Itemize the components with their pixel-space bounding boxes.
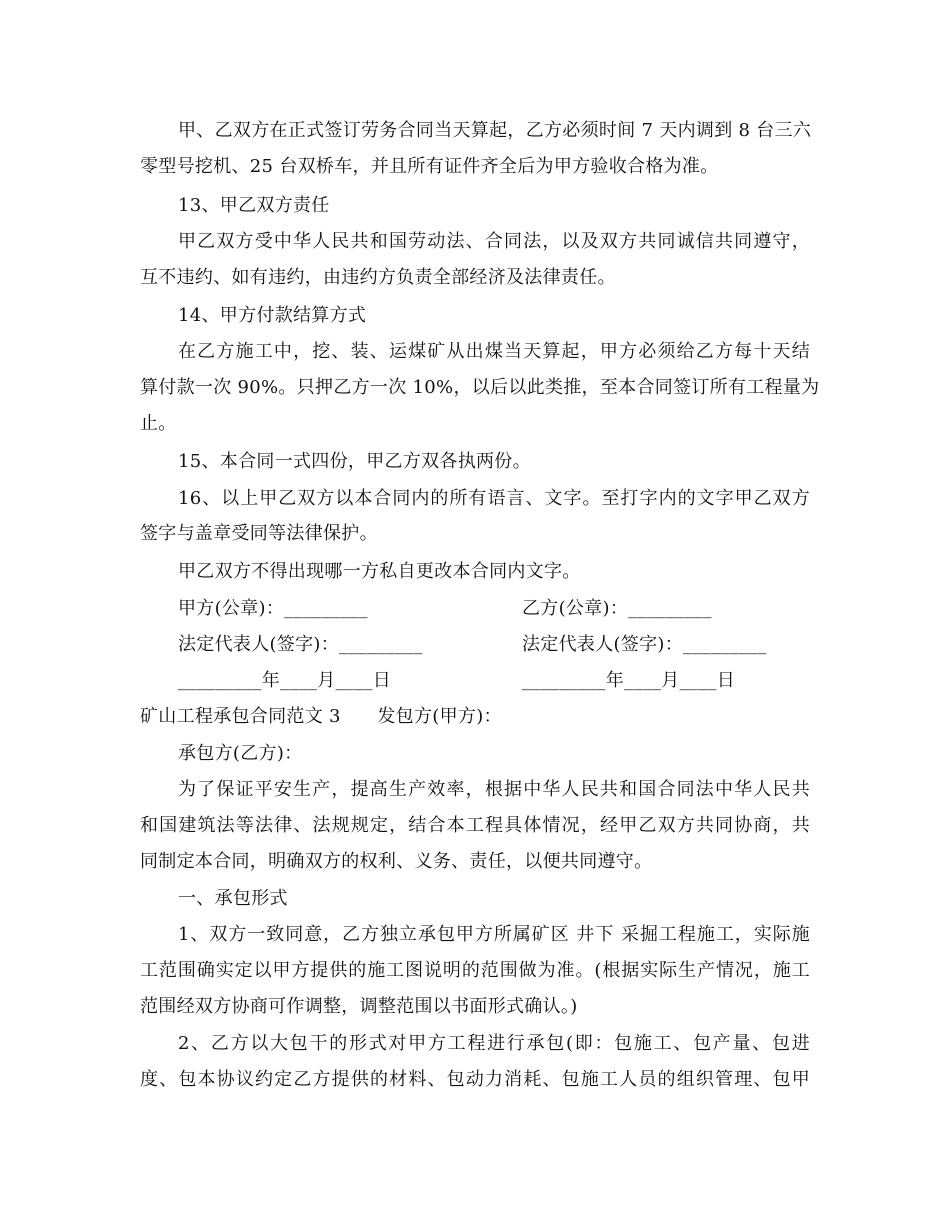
paragraph-line: 止。 [140, 413, 177, 434]
section-heading: 13、甲乙双方责任 [178, 195, 330, 216]
section-heading: 14、甲方付款结算方式 [178, 305, 367, 326]
party-b-seal: 乙方(公章)：_________ [522, 598, 712, 619]
paragraph-line: 为了保证平安生产，提高生产效率，根据中华人民共和国合同法中华人民共 [178, 779, 810, 800]
paragraph-line: 签字与盖章受同等法律保护。 [140, 523, 378, 544]
paragraph-line: 甲、乙双方在正式签订劳务合同当天算起，乙方必须时间 7 天内调到 8 台三六 [178, 120, 812, 141]
party-a-representative: 法定代表人(签字)：_________ [178, 634, 423, 655]
party-b-date: _________年____月____日 [522, 670, 735, 691]
party-a-seal: 甲方(公章)：_________ [178, 598, 368, 619]
paragraph-line: 2、乙方以大包干的形式对甲方工程进行承包(即：包施工、包产量、包进 [178, 1033, 810, 1054]
section-heading: 一、承包形式 [178, 888, 288, 909]
paragraph-line: 算付款一次 90%。只押乙方一次 10%，以后以此类推，至本合同签订所有工程量为 [140, 377, 820, 398]
paragraph-line: 16、以上甲乙双方以本合同内的所有语言、文字。至打字内的文字甲乙双方 [178, 488, 810, 509]
paragraph-line: 甲乙双方不得出现哪一方私自更改本合同内文字。 [178, 561, 581, 582]
paragraph-line: 度、包本协议约定乙方提供的材料、包动力消耗、包施工人员的组织管理、包甲 [140, 1069, 810, 1090]
paragraph-line: 1、双方一致同意，乙方独立承包甲方所属矿区 井下 采掘工程施工，实际施 [178, 924, 810, 945]
paragraph-line: 同制定本合同，明确双方的权利、义务、责任，以便共同遵守。 [140, 851, 653, 872]
party-a-date: _________年____月____日 [178, 670, 391, 691]
paragraph-line: 承包方(乙方)： [178, 743, 303, 764]
paragraph-line: 互不违约、如有违约，由违约方负责全部经济及法律责任。 [140, 267, 616, 288]
party-b-representative: 法定代表人(签字)：_________ [522, 634, 767, 655]
paragraph-line: 工范围确实定以甲方提供的施工图说明的范围做为准。(根据实际生产情况，施工 [140, 960, 810, 981]
paragraph-line: 在乙方施工中，挖、装、运煤矿从出煤当天算起，甲方必须给乙方每十天结 [178, 341, 810, 362]
paragraph-line: 甲乙双方受中华人民共和国劳动法、合同法，以及双方共同诚信共同遵守， [178, 231, 810, 252]
paragraph-line: 零型号挖机、25 台双桥车，并且所有证件齐全后为甲方验收合格为准。 [140, 156, 719, 177]
paragraph-line: 范围经双方协商可作调整，调整范围以书面形式确认。) [140, 996, 578, 1017]
paragraph-line: 15、本合同一式四份，甲乙方双各执两份。 [178, 451, 531, 472]
paragraph-line: 和国建筑法等法律、法规规定，结合本工程具体情况，经甲乙双方共同协商，共 [140, 815, 810, 836]
document-title: 矿山工程承包合同范文 3 发包方(甲方)： [140, 706, 502, 727]
